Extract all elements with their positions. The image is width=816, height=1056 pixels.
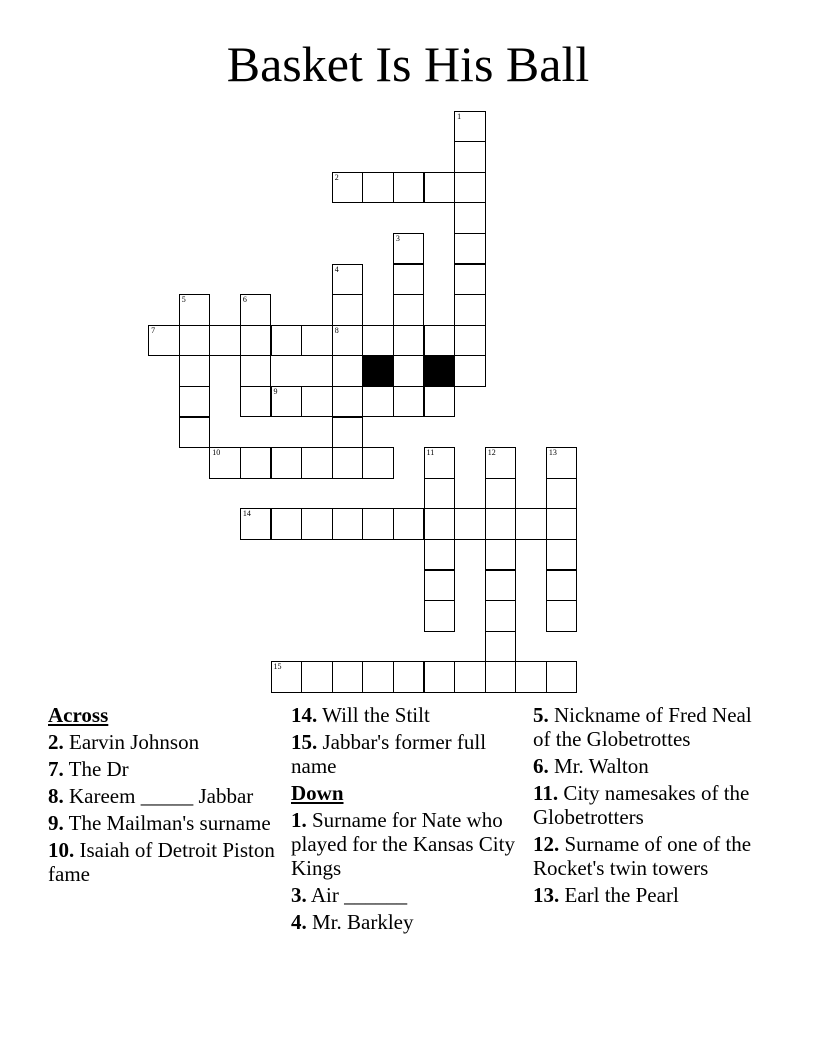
grid-cell[interactable] xyxy=(515,661,547,693)
grid-cell[interactable] xyxy=(271,386,303,418)
clue-number: 2. xyxy=(48,730,64,754)
black-cell xyxy=(424,355,456,387)
clue-down-1 xyxy=(291,808,529,880)
cell-number: 7 xyxy=(151,325,156,335)
grid-cell[interactable] xyxy=(393,325,425,357)
clue-number: 9. xyxy=(48,811,64,835)
clue-down-12 xyxy=(533,832,771,880)
clue-number: 15. xyxy=(291,730,318,754)
down-heading: Down xyxy=(291,781,344,805)
grid-cell[interactable] xyxy=(179,386,211,418)
grid-cell[interactable] xyxy=(454,294,486,326)
grid-cell[interactable] xyxy=(362,508,394,540)
clue-across-10 xyxy=(48,838,286,886)
grid-cell[interactable] xyxy=(424,325,456,357)
grid-cell[interactable] xyxy=(393,233,425,265)
grid-cell[interactable] xyxy=(454,233,486,265)
grid-cell[interactable] xyxy=(424,172,456,204)
grid-cell[interactable] xyxy=(301,447,333,479)
grid-cell[interactable] xyxy=(332,355,364,387)
grid-cell[interactable] xyxy=(485,570,517,602)
clue-text: Isaiah of Detroit Piston fame xyxy=(48,838,275,886)
grid-cell[interactable] xyxy=(546,539,578,571)
grid-cell[interactable] xyxy=(393,661,425,693)
grid-cell[interactable] xyxy=(485,508,517,540)
grid-cell[interactable] xyxy=(546,447,578,479)
cell-number: 5 xyxy=(181,295,186,305)
cell-number: 8 xyxy=(334,325,339,335)
clue-down-5 xyxy=(533,703,771,751)
grid-cell[interactable] xyxy=(332,172,364,204)
grid-cell[interactable] xyxy=(424,539,456,571)
grid-cell[interactable] xyxy=(148,325,180,357)
grid-cell[interactable] xyxy=(332,508,364,540)
across-heading: Across xyxy=(48,703,109,727)
grid-cell[interactable] xyxy=(240,325,272,357)
grid-cell[interactable] xyxy=(362,325,394,357)
cell-number: 3 xyxy=(395,233,400,243)
grid-cell[interactable] xyxy=(485,600,517,632)
grid-cell[interactable] xyxy=(485,447,517,479)
grid-cell[interactable] xyxy=(332,386,364,418)
grid-cell[interactable] xyxy=(301,386,333,418)
grid-cell[interactable] xyxy=(485,478,517,510)
clue-down-13 xyxy=(533,883,771,907)
clues-column-1 xyxy=(48,703,286,889)
grid-cell[interactable] xyxy=(424,661,456,693)
grid-cell[interactable] xyxy=(362,447,394,479)
clue-number: 12. xyxy=(533,832,560,856)
clue-down-6 xyxy=(533,754,771,778)
grid-cell[interactable] xyxy=(179,417,211,449)
grid-cell[interactable] xyxy=(546,508,578,540)
clue-number: 14. xyxy=(291,703,318,727)
cell-number: 13 xyxy=(548,448,557,458)
clue-number: 5. xyxy=(533,703,549,727)
clue-across-2 xyxy=(48,730,286,754)
grid-cell[interactable] xyxy=(546,478,578,510)
clue-text: City namesakes of the Globetrotters xyxy=(533,781,750,829)
clue-number: 7. xyxy=(48,757,64,781)
cell-number: 14 xyxy=(242,509,251,519)
grid-cell[interactable] xyxy=(271,661,303,693)
clue-number: 3. xyxy=(291,883,307,907)
clue-across-7 xyxy=(48,757,286,781)
clue-number: 1. xyxy=(291,808,307,832)
grid-cell[interactable] xyxy=(424,386,456,418)
clue-text: Nickname of Fred Neal of the Globetrottes xyxy=(533,703,752,751)
clue-text: Air ______ xyxy=(306,883,408,907)
clue-number: 8. xyxy=(48,784,64,808)
grid-cell[interactable] xyxy=(240,294,272,326)
clue-text: Mr. Barkley xyxy=(306,910,414,934)
grid-cell[interactable] xyxy=(362,661,394,693)
clue-text: The Mailman's surname xyxy=(63,811,271,835)
clue-text: Mr. Walton xyxy=(548,754,649,778)
grid-cell[interactable] xyxy=(301,661,333,693)
clue-number: 4. xyxy=(291,910,307,934)
grid-cell[interactable] xyxy=(424,478,456,510)
grid-cell[interactable] xyxy=(179,325,211,357)
clue-text: Kareem _____ Jabbar xyxy=(63,784,254,808)
cell-number: 12 xyxy=(487,448,496,458)
grid-cell[interactable] xyxy=(393,508,425,540)
grid-cell[interactable] xyxy=(393,264,425,296)
clue-text: Jabbar's former full name xyxy=(291,730,487,778)
clue-number: 11. xyxy=(533,781,559,805)
grid-cell[interactable] xyxy=(301,325,333,357)
clue-number: 13. xyxy=(533,883,560,907)
grid-cell[interactable] xyxy=(240,508,272,540)
grid-cell[interactable] xyxy=(393,172,425,204)
grid-cell[interactable] xyxy=(332,264,364,296)
grid-cell[interactable] xyxy=(454,264,486,296)
clue-down-11 xyxy=(533,781,771,829)
clue-text: Earl the Pearl xyxy=(559,883,679,907)
grid-cell[interactable] xyxy=(209,325,241,357)
grid-cell[interactable] xyxy=(240,447,272,479)
cell-number: 2 xyxy=(334,172,339,182)
cell-number: 10 xyxy=(212,448,221,458)
clue-across-9 xyxy=(48,811,286,835)
clue-text: Will the Stilt xyxy=(317,703,430,727)
cell-number: 1 xyxy=(457,111,462,121)
clues-column-2 xyxy=(291,703,529,937)
grid-cell[interactable] xyxy=(454,508,486,540)
grid-cell[interactable] xyxy=(515,508,547,540)
grid-cell[interactable] xyxy=(424,508,456,540)
clue-across-14 xyxy=(291,703,529,727)
grid-cell[interactable] xyxy=(546,570,578,602)
grid-cell[interactable] xyxy=(271,447,303,479)
grid-cell[interactable] xyxy=(240,386,272,418)
cell-number: 11 xyxy=(426,448,435,458)
grid-cell[interactable] xyxy=(393,294,425,326)
cell-number: 9 xyxy=(273,386,278,396)
grid-cell[interactable] xyxy=(485,661,517,693)
grid-cell[interactable] xyxy=(454,325,486,357)
clue-text: Surname for Nate who played for the Kansas City Kings xyxy=(291,808,515,880)
clue-down-3 xyxy=(291,883,529,907)
grid-cell[interactable] xyxy=(424,570,456,602)
cell-number: 4 xyxy=(334,264,339,274)
grid-cell[interactable] xyxy=(424,600,456,632)
grid-cell[interactable] xyxy=(393,355,425,387)
grid-cell[interactable] xyxy=(454,355,486,387)
grid-cell[interactable] xyxy=(454,661,486,693)
grid-cell[interactable] xyxy=(454,111,486,143)
grid-cell[interactable] xyxy=(454,202,486,234)
grid-cell[interactable] xyxy=(209,447,241,479)
grid-cell[interactable] xyxy=(546,661,578,693)
grid-cell[interactable] xyxy=(424,447,456,479)
puzzle-title: Basket Is His Ball xyxy=(226,36,590,92)
grid-cell[interactable] xyxy=(485,631,517,663)
grid-cell[interactable] xyxy=(485,539,517,571)
clue-number: 6. xyxy=(533,754,549,778)
grid-cell[interactable] xyxy=(301,508,333,540)
clues-column-3 xyxy=(533,703,771,910)
clue-text: Earvin Johnson xyxy=(63,730,200,754)
grid-cell[interactable] xyxy=(179,294,211,326)
clue-number: 10. xyxy=(48,838,75,862)
grid-cell[interactable] xyxy=(332,325,364,357)
clue-down-4 xyxy=(291,910,529,934)
clue-text: The Dr xyxy=(63,757,129,781)
clue-text: Surname of one of the Rocket's twin towers xyxy=(533,832,752,880)
grid-cell[interactable] xyxy=(546,600,578,632)
grid-cell[interactable] xyxy=(332,417,364,449)
grid-cell[interactable] xyxy=(454,141,486,173)
cell-number: 6 xyxy=(242,295,247,305)
grid-cell[interactable] xyxy=(332,661,364,693)
clue-across-8 xyxy=(48,784,286,808)
grid-cell[interactable] xyxy=(393,386,425,418)
grid-cell[interactable] xyxy=(362,386,394,418)
grid-cell[interactable] xyxy=(454,172,486,204)
grid-cell[interactable] xyxy=(240,355,272,387)
cell-number: 15 xyxy=(273,662,282,672)
grid-cell[interactable] xyxy=(362,172,394,204)
grid-cell[interactable] xyxy=(271,325,303,357)
black-cell xyxy=(362,355,394,387)
grid-cell[interactable] xyxy=(179,355,211,387)
grid-cell[interactable] xyxy=(332,294,364,326)
grid-cell[interactable] xyxy=(271,508,303,540)
clue-across-15 xyxy=(291,730,529,778)
grid-cell[interactable] xyxy=(332,447,364,479)
